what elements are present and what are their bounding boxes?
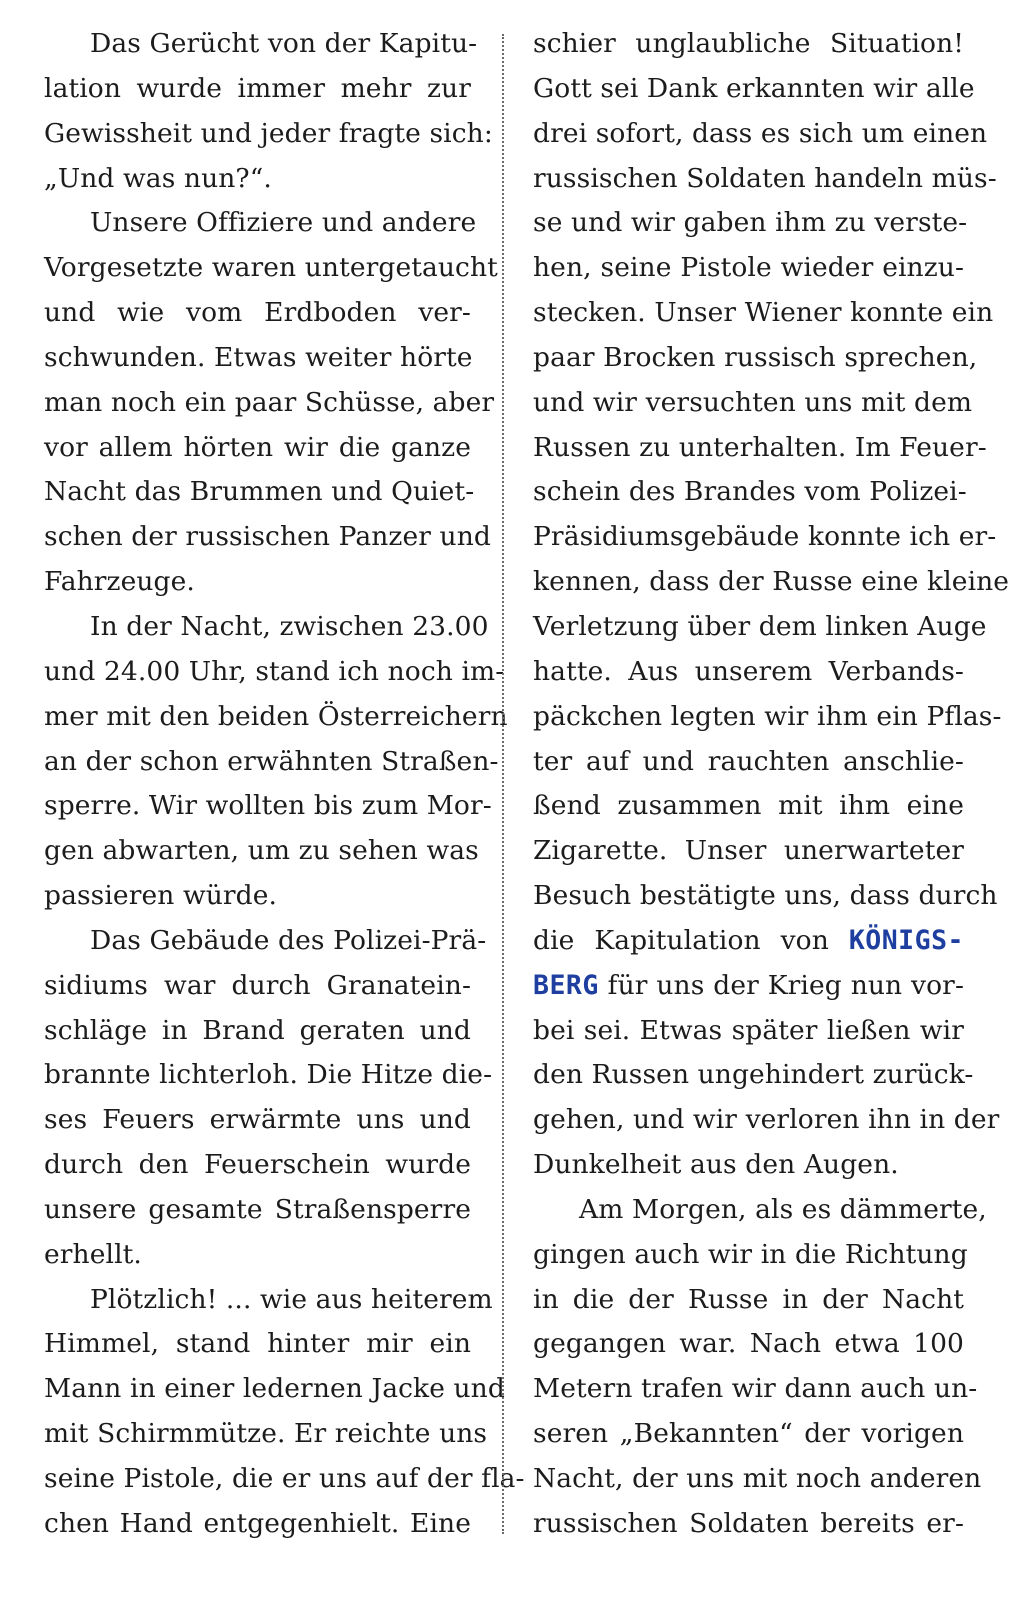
text-line: [44, 1457, 525, 1502]
line-text: schein des Brandes vom Polizei-: [533, 476, 967, 508]
line-text: Mann in einer ledernen Jacke und: [44, 1373, 505, 1405]
text-line: [533, 1278, 964, 1323]
text-line: [533, 291, 994, 336]
text-line: [533, 1233, 968, 1278]
line-text: sidiums war durch Granatein-: [44, 969, 471, 1001]
line-text: mer mit den beiden Österreichern: [44, 700, 508, 732]
text-line: [44, 1367, 505, 1412]
text-line: [44, 1412, 488, 1457]
line-text: Am Morgen, als es dämmerte,: [579, 1193, 987, 1225]
text-line: [533, 470, 967, 515]
text-line: [44, 829, 479, 874]
line-text: päckchen legten wir ihm ein Pflas-: [533, 700, 1002, 732]
text-line: [533, 1457, 982, 1502]
line-text: seine Pistole, die er uns auf der fla-: [44, 1463, 525, 1494]
line-text: den Russen ungehindert zurück-: [533, 1059, 974, 1091]
line-text: man noch ein paar Schüsse, aber: [44, 386, 495, 418]
line-text: Nacht das Brummen und Quiet-: [44, 476, 475, 508]
text-line: [44, 1098, 471, 1143]
line-text: Präsidiumsgebäude konnte ich er-: [533, 521, 997, 553]
line-text: „Und was nun?“.: [44, 162, 272, 194]
line-text: und wir versuchten uns mit dem: [533, 386, 973, 418]
text-line: [44, 22, 478, 67]
line-text: sperre. Wir wollten bis zum Mor-: [44, 790, 492, 822]
text-line: [533, 874, 998, 919]
text-line: [533, 1322, 964, 1367]
text-line: [44, 291, 471, 336]
line-text: Dunkelheit aus den Augen.: [533, 1149, 899, 1181]
line-text: Nacht, der uns mit noch anderen: [533, 1463, 982, 1494]
line-text: drei sofort, dass es sich um einen: [533, 117, 988, 149]
line-text: mit Schirmmütze. Er reichte uns: [44, 1418, 488, 1450]
text-line: [533, 381, 973, 426]
line-text: chen Hand entgegenhielt. Eine: [44, 1507, 471, 1539]
line-text: schen der russischen Panzer und: [44, 521, 491, 553]
text-line: [533, 1188, 987, 1233]
line-text: und wie vom Erdboden ver-: [44, 297, 471, 329]
line-text: Metern trafen wir dann auch un-: [533, 1373, 978, 1405]
line-text: se und wir gaben ihm zu verste-: [533, 207, 968, 239]
line-text: schläge in Brand geraten und: [44, 1014, 471, 1046]
text-line: [533, 22, 964, 67]
text-line: [533, 964, 964, 1009]
text-line: [533, 157, 997, 202]
text-line: [44, 650, 505, 695]
text-line: [44, 605, 489, 650]
text-line: [44, 67, 471, 112]
line-text: und 24.00 Uhr, stand ich noch im-: [44, 655, 505, 687]
line-text: russischen Soldaten handeln müs-: [533, 162, 997, 194]
line-text: ßend zusammen mit ihm eine: [533, 790, 964, 822]
line-text: gingen auch wir in die Richtung: [533, 1238, 968, 1270]
line-text: in die der Russe in der Nacht: [533, 1283, 964, 1315]
line-text: an der schon erwähnten Straßen-: [44, 745, 499, 777]
text-line: [44, 1322, 471, 1367]
text-line: [44, 740, 499, 785]
text-line: [44, 381, 495, 426]
line-text: Verletzung über dem linken Auge: [533, 610, 987, 642]
text-line: [533, 67, 975, 112]
line-text: passieren würde.: [44, 880, 278, 912]
line-text: vor allem hörten wir die ganze: [44, 431, 471, 463]
text-line: [533, 1412, 964, 1457]
line-text: Das Gebäude des Polizei-Prä-: [90, 924, 487, 956]
line-text: Gott sei Dank erkannten wir alle: [533, 72, 975, 104]
text-line: [44, 1278, 493, 1323]
line-text: brannte lichterloh. Die Hitze die-: [44, 1059, 493, 1091]
text-line: [533, 336, 978, 381]
text-line: [44, 470, 475, 515]
line-text: hatte. Aus unserem Verbands-: [533, 655, 964, 687]
text-line: [533, 605, 987, 650]
text-line: [44, 1502, 471, 1547]
text-line: [533, 1098, 1000, 1143]
line-text: erhellt.: [44, 1238, 142, 1270]
line-text: Plötzlich! ... wie aus heiterem: [90, 1283, 493, 1315]
line-text: ses Feuers erwärmte uns und: [44, 1104, 471, 1136]
text-line: [533, 515, 997, 560]
line-text: kennen, dass der Russe eine kleine: [533, 566, 1010, 598]
text-line: [44, 919, 487, 964]
line-text: Unsere Offiziere und andere: [90, 207, 477, 239]
text-line: [533, 426, 987, 471]
text-line: [44, 964, 471, 1009]
text-line: [533, 1502, 964, 1547]
text-line: [44, 1053, 493, 1098]
text-line: [533, 560, 1010, 605]
line-text: durch den Feuerschein wurde: [44, 1149, 471, 1181]
line-text: Das Gerücht von der Kapitu-: [90, 28, 478, 59]
text-line: [533, 1009, 964, 1054]
text-line: [44, 560, 471, 605]
line-text: gegangen war. Nach etwa 100: [533, 1328, 964, 1360]
text-line: [533, 1143, 964, 1188]
line-text: für uns der Krieg nun vor-: [598, 969, 964, 1001]
line-text: paar Brocken russisch sprechen,: [533, 341, 978, 373]
text-line: [533, 919, 964, 964]
line-text: seren „Bekannten“ der vorigen: [533, 1418, 964, 1450]
text-line: [44, 336, 471, 381]
line-text: russischen Soldaten bereits er-: [533, 1507, 964, 1539]
line-text: Zigarette. Unser unerwarteter: [533, 835, 964, 867]
text-line: [533, 650, 964, 695]
city-name-highlight: KÖNIGS-: [848, 924, 964, 956]
line-text: Vorgesetzte waren untergetaucht: [44, 252, 498, 284]
text-line: [533, 695, 1002, 740]
text-line: [533, 1367, 978, 1412]
city-name-highlight: BERG: [533, 969, 599, 1001]
line-text: lation wurde immer mehr zur: [44, 72, 471, 104]
text-line: [533, 740, 964, 785]
text-line: [44, 515, 491, 560]
text-line: [44, 201, 477, 246]
line-text: hen, seine Pistole wieder einzu-: [533, 252, 964, 284]
line-text: schier unglaubliche Situation!: [533, 28, 964, 59]
text-line: [44, 1009, 471, 1054]
line-text: schwunden. Etwas weiter hörte: [44, 341, 473, 373]
text-line: [533, 1053, 974, 1098]
line-text: Himmel, stand hinter mir ein: [44, 1328, 471, 1360]
text-line: [44, 784, 492, 829]
text-line: [533, 246, 964, 291]
line-text: Russen zu unterhalten. Im Feuer-: [533, 431, 987, 463]
text-line: [533, 829, 964, 874]
text-line: [533, 201, 968, 246]
line-text: stecken. Unser Wiener konnte ein: [533, 297, 994, 329]
line-text: Gewissheit und jeder fragte sich:: [44, 117, 493, 149]
right-text-column: [533, 22, 1010, 1547]
left-text-column: [44, 22, 525, 1547]
text-line: [44, 874, 471, 919]
line-text: unsere gesamte Straßensperre: [44, 1193, 471, 1225]
text-line: [44, 1233, 471, 1278]
line-text: ter auf und rauchten anschlie-: [533, 745, 964, 777]
text-line: [44, 1143, 471, 1188]
line-text: die Kapitulation von: [533, 924, 849, 956]
text-line: [44, 1188, 471, 1233]
text-line: [44, 246, 498, 291]
text-line: [44, 157, 471, 202]
text-line: [44, 426, 471, 471]
line-text: gen abwarten, um zu sehen was: [44, 835, 479, 867]
line-text: gehen, und wir verloren ihn in der: [533, 1104, 1000, 1136]
text-line: [533, 784, 964, 829]
line-text: bei sei. Etwas später ließen wir: [533, 1014, 964, 1046]
text-line: [533, 112, 988, 157]
column-divider: [502, 34, 504, 1534]
text-line: [44, 695, 508, 740]
text-line: [44, 112, 493, 157]
line-text: Fahrzeuge.: [44, 566, 195, 598]
line-text: Besuch bestätigte uns, dass durch: [533, 880, 998, 912]
line-text: In der Nacht, zwischen 23.00: [90, 610, 489, 642]
